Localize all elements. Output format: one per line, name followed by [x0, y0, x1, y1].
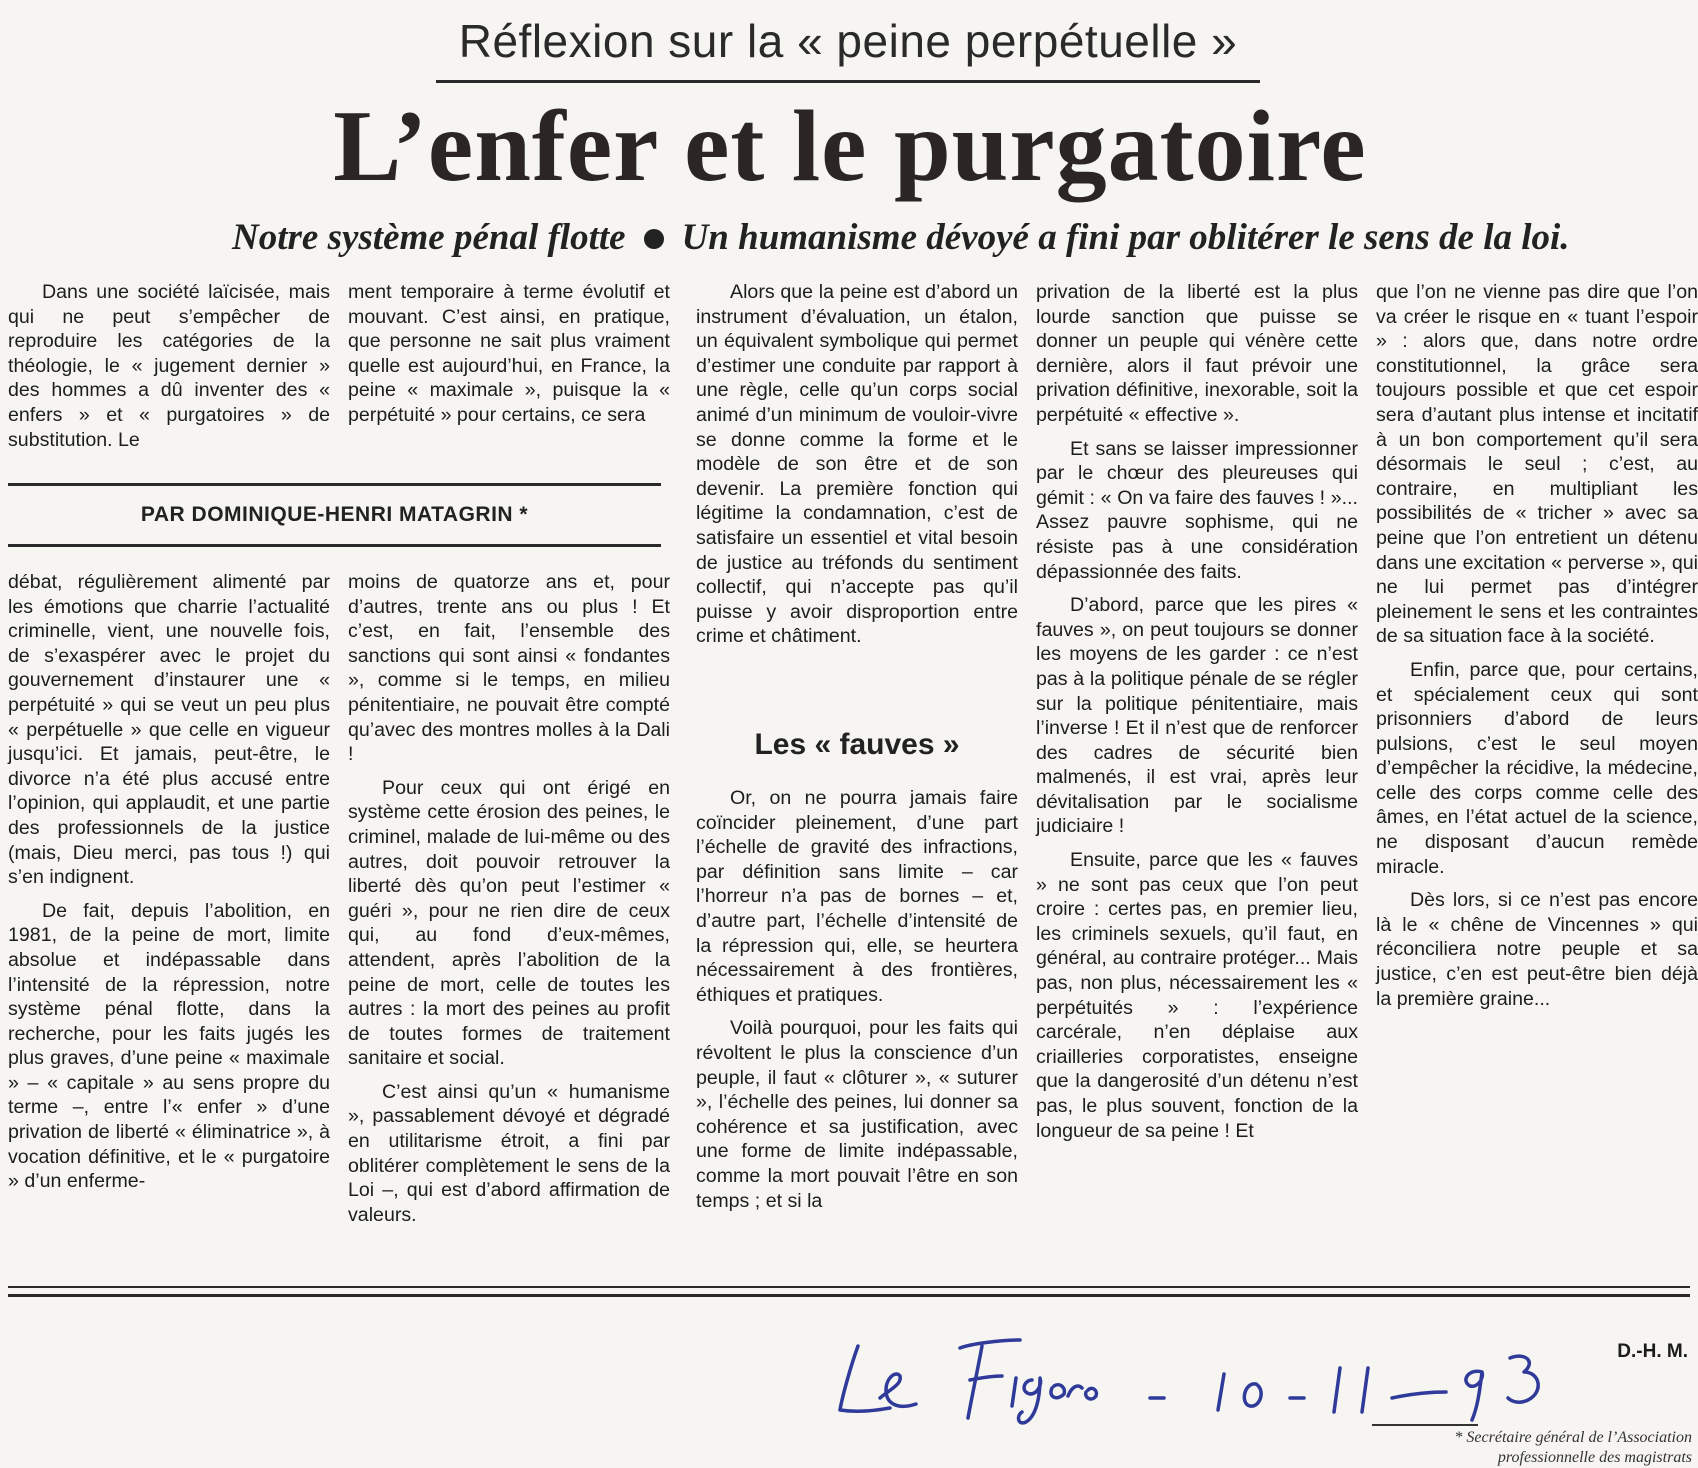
column-3-bottom: [696, 786, 1018, 1213]
paragraph: Dans une société laïcisée, mais qui ne peut s’empêcher de reproduire les catégories de la théologie, le « jugement dernier » des hommes a dû inventer des « enfers » et « purgatoires » de substitution. Le: [8, 281, 330, 451]
column-1-bottom: [8, 570, 330, 1194]
paragraph: Voilà pourquoi, pour les faits qui révoltent le plus la conscience d’un peuple, il faut « clôturer », « suturer », l’échelle des peines, lui donner sa cohérence et sa justification, avec une forme de limite indépassable, comme la mort pouvait l’être en son temps ; et si la: [696, 1017, 1018, 1212]
paragraph: privation de la liberté est la plus lourde sanction que puisse se donner un peuple qui vénère cette dernière, alors il faut prévoir une privation définitive, inexorable, soit la perpétuité « effective ».: [1036, 281, 1358, 426]
deck-bullet-icon: [644, 229, 664, 249]
byline-box: [8, 483, 661, 547]
paragraph: que l’on ne vienne pas dire que l’on va créer le risque en « tuant l’espoir » : alors que, dans notre ordre constitutionnel, la grâce sera toujours possible et que cet espoir sera d’autant plus intense et incitatif à un bon comportement qu’il sera désormais le seul ; c’est, au contraire, en multipliant les possibilités de « tricher » avec sa peine que l’on entretient un détenu dans une excitation « perverse », qui ne lui permet pas d’intégrer pleinement le sens et les contraintes de sa situation face à la société.: [1376, 281, 1698, 648]
article-kicker: Réflexion sur la « peine perpétuelle »: [458, 15, 1238, 67]
handwritten-annotation: [820, 1318, 1620, 1428]
deck-right: Un humanisme dévoyé a fini par oblitérer le sens de la loi.: [681, 217, 1570, 258]
column-2-bottom: [348, 570, 670, 1227]
paragraph: Alors que la peine est d’abord un instrument d’évaluation, un étalon, un équivalent symbolique qui permet d’estimer une conduite par rapport à une règle, celle qu’un corps social animé d’un minimum de vouloir-vivre se donne comme la forme et le modèle de son être et de son devenir. La première fonction qui légitime la condamnation, c’est de satisfaire un essentiel et vital besoin de justice au tréfonds du sentiment collectif, qui n’accepte pas qu’il puisse y avoir disproportion entre crime et châtiment.: [696, 281, 1018, 648]
paragraph: Dès lors, si ce n’est pas encore là le « chêne de Vincennes » qui réconciliera notre peuple et sa justice, c’en est peut-être bien déjà la première graine...: [1376, 889, 1698, 1010]
subhead: Les « fauves »: [754, 728, 960, 761]
paragraph: moins de quatorze ans et, pour d’autres, trente ans ou plus ! Et c’est, en fait, l’ensemble des sanctions qui sont ainsi « fondantes », comme si le temps, en milieu pénitentiaire, ne pouvait être compté qu’avec des montres molles à la Dali !: [348, 571, 670, 766]
paragraph: Ensuite, parce que les « fauves » ne sont pas ceux que l’on peut croire : certes pas, en premier lieu, les criminels sexuels, qu’il faut, en général, au contraire protéger... Mais pas, non plus, nécessairement les « perpétuités » : l’expérience carcérale, n’en déplaise aux criailleries corporatistes, enseigne que la dangerosité d’un détenu n’est pas, le plus souvent, fonction de la longueur de sa peine ! Et: [1036, 849, 1358, 1142]
column-3-top: [696, 280, 1018, 649]
article-deck: [232, 216, 1570, 259]
paragraph: D’abord, parce que les pires « fauves », on peut toujours se donner les moyens de les garder : ce n’est pas à la politique pénale de se régler sur la politique pénitentiaire, mais l’inverse ! Et il n’est que de renforcer des cadres de sécurité bien malmenés, il est vrai, après leur dévitalisation par le socialisme judiciaire !: [1036, 594, 1358, 838]
handwritten-note-text: Le Figaro - 10-11-93: [820, 1318, 830, 1319]
column-5: [1376, 280, 1698, 1011]
kicker-rule: [436, 80, 1260, 83]
column-2-top: [348, 280, 670, 428]
column-4: [1036, 280, 1358, 1143]
paragraph: Et sans se laisser impressionner par le chœur des pleureuses qui gémit : « On va faire des fauves ! »... Assez pauvre sophisme, qui ne résiste pas à une considération dépassionnée des faits.: [1036, 437, 1358, 583]
paragraph: Enfin, parce que, pour certains, et spécialement ceux qui sont prisonniers d’abord de leurs pulsions, c’est le seul moyen d’empêcher la récidive, la médecine, celle des corps comme celle des âmes, en l’état actuel de la science, ne disposant d’aucun remède miracle.: [1376, 658, 1698, 878]
deck-left: Notre système pénal flotte: [232, 217, 626, 258]
paragraph: ment temporaire à terme évolutif et mouvant. C’est ainsi, en pratique, que personne ne sait plus vraiment quelle est aujourd’hui, en France, la peine « maximale », puisque la « perpétuité » pour certains, ce sera: [348, 281, 670, 426]
paragraph: Pour ceux qui ont érigé en système cette érosion des peines, le criminel, malade de lui-même ou des autres, doit pouvoir retrouver la liberté dès qu’on peut l’estimer « guéri », pour ne rien dire de ceux qui, au fond d’eux-mêmes, attendent, après l’abolition de la peine de mort, celle de toutes les autres : la mort des peines au profit de toutes formes de traitement sanitaire et social.: [348, 776, 670, 1070]
author-signature: D.-H. M.: [1617, 1341, 1688, 1362]
article-headline: L’enfer et le purgatoire: [333, 90, 1367, 203]
paragraph: C’est ainsi qu’un « humanisme », passablement dévoyé et dégradé en utilitarisme étroit, a fini par oblitérer complètement le sens de la Loi –, qui est d’abord affirmation de valeurs.: [348, 1080, 670, 1226]
footnote-rule: [1372, 1424, 1478, 1426]
bottom-rule: [8, 1286, 1690, 1297]
byline: PAR DOMINIQUE-HENRI MATAGRIN *: [140, 503, 529, 526]
paragraph: Or, on ne pourra jamais faire coïncider pleinement, d’une part l’échelle de gravité des infractions, par définition sans limite – car l’horreur n’a pas de bornes – et, d’autre part, l’échelle d’intensité de la répression qui, elle, se heurtera nécessairement à des frontières, éthiques et pratiques.: [696, 787, 1018, 1006]
footnote: * Secrétaire général de l’Association professionnelle des magistrats: [1454, 1429, 1692, 1466]
column-1-top: [8, 280, 330, 452]
paragraph: De fait, depuis l’abolition, en 1981, de la peine de mort, limite absolue et indépassable dans l’intensité de la répression, notre système pénal flotte, dans la recherche, pour les faits jugés les plus graves, d’une peine « maximale » – « capitale » au sens propre du terme –, entre l’« enfer » d’une privation de liberté « éliminatrice », à vocation définitive, et le « purgatoire » d’un enferme-: [8, 899, 330, 1193]
paragraph: débat, régulièrement alimenté par les émotions que charrie l’actualité criminelle, vient, une nouvelle fois, de s’exaspérer avec le projet du gouvernement d’instaurer une « perpétuité » qui se veut un peu plus « perpétuelle » que celle en vigueur jusqu’ici. Et jamais, peut-être, le divorce n’a été plus accusé entre l’opinion, qui applaudit, et une partie des professionnels de la justice (mais, Dieu merci, pas tous !) qui s’en indignent.: [8, 571, 330, 889]
